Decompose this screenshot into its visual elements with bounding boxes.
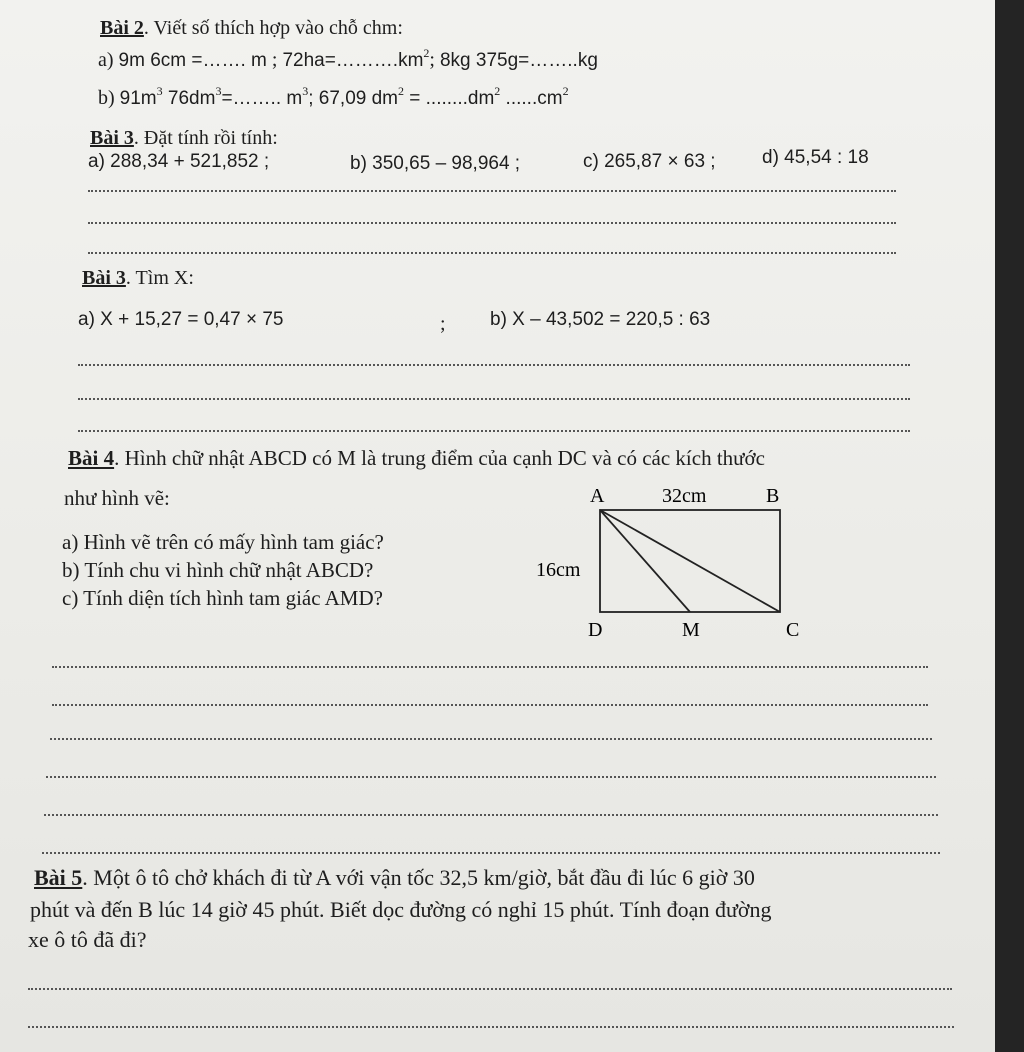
bai3b-label: Bài 3	[82, 267, 126, 289]
answer-dotted-line	[28, 1026, 954, 1028]
bai3-expr-b: b) 350,65 – 98,964 ;	[350, 153, 521, 174]
bai2-a-expr1: 9m 6cm =……. m	[118, 50, 267, 71]
bai5-text-line3: xe ô tô đã đi?	[28, 927, 147, 952]
bai2-b-e1c: =…….. m	[221, 88, 303, 109]
length-ab-label: 32cm	[662, 485, 707, 507]
bai2-a-sep2: ;	[429, 49, 440, 71]
answer-dotted-line	[88, 222, 896, 224]
bai3-expr-d: d) 45,54 : 18	[762, 147, 869, 168]
bai2-b-sup5: 2	[494, 84, 501, 98]
answer-dotted-line	[52, 666, 928, 668]
bai5-text-line1: . Một ô tô chở khách đi từ A với vận tốc 32,5 km/giờ, bắt đầu đi lúc 6 giờ 30	[82, 865, 755, 890]
bai2-a-expr2: 72ha=……….km	[282, 50, 424, 71]
answer-dotted-line	[28, 988, 952, 990]
answer-dotted-line	[42, 852, 940, 854]
bai4-question-b: b) Tính chu vi hình chữ nhật ABCD?	[62, 558, 374, 582]
bai4-label: Bài 4	[68, 446, 115, 470]
find-x-separator: ;	[440, 313, 446, 335]
bai2-b-e2b: = ........dm	[404, 88, 495, 109]
answer-dotted-line	[52, 704, 928, 706]
vertex-a-label: A	[590, 485, 605, 507]
point-m-label: M	[682, 619, 700, 641]
find-x-a: a) X + 15,27 = 0,47 × 75	[78, 309, 284, 330]
segment-ac	[600, 510, 780, 612]
bai3-title: . Đặt tính rồi tính:	[133, 127, 278, 149]
bai3-expr-c: c) 265,87 × 63 ;	[583, 151, 716, 172]
bai2-b-e2a: ; 67,09 dm	[308, 88, 398, 109]
bai5-label: Bài 5	[34, 865, 83, 890]
bai2-a-expr3: 8kg 375g=……..kg	[439, 50, 598, 71]
bai3-heading	[90, 126, 278, 150]
bai2-a-sup: 2	[423, 46, 430, 60]
answer-dotted-line	[50, 738, 932, 740]
answer-dotted-line	[78, 430, 910, 432]
dark-background-edge	[995, 0, 1024, 1052]
bai2-heading	[100, 16, 403, 40]
find-x-b: b) X – 43,502 = 220,5 : 63	[490, 309, 711, 330]
bai2-b-sup4: 2	[398, 84, 404, 98]
bai5-text-line2: phút và đến B lúc 14 giờ 45 phút. Biết dọc đường có nghỉ 15 phút. Tính đoạn đường	[30, 897, 772, 922]
answer-dotted-line	[78, 398, 910, 400]
bai3b-title: . Tìm X:	[125, 267, 194, 289]
bai2-a-sep1: ;	[266, 49, 283, 71]
bai3-label: Bài 3	[90, 127, 134, 149]
vertex-d-label: D	[588, 619, 603, 641]
bai3-find-x-heading	[82, 266, 194, 290]
bai2-b-sup1: 3	[156, 84, 163, 98]
bai2-label: Bài 2	[100, 17, 144, 39]
length-ad-label: 16cm	[536, 559, 581, 581]
answer-dotted-line	[88, 190, 896, 192]
vertex-b-label: B	[766, 485, 780, 507]
bai4-heading	[68, 446, 765, 470]
bai5-line1	[34, 866, 755, 890]
bai2-part-b	[98, 86, 569, 111]
answer-dotted-line	[78, 364, 910, 366]
bai2-part-a	[98, 48, 598, 73]
bai2-b-sup2: 3	[215, 84, 222, 98]
bai4-title: . Hình chữ nhật ABCD có M là trung điểm của cạnh DC và có các kích thước	[114, 446, 765, 470]
bai2-a-prefix: a)	[98, 49, 119, 71]
rectangle-abcd-figure	[530, 482, 800, 647]
bai2-b-sup6: 2	[562, 84, 569, 98]
bai2-b-e1a: 91m	[119, 88, 157, 109]
vertex-c-label: C	[786, 619, 800, 641]
bai4-question-c: c) Tính diện tích hình tam giác AMD?	[62, 586, 383, 610]
bai2-b-e2c: ......cm	[500, 88, 563, 109]
bai4-question-a: a) Hình vẽ trên có mấy hình tam giác?	[62, 530, 384, 554]
answer-dotted-line	[88, 252, 896, 254]
bai2-title: . Viết số thích hợp vào chỗ chm:	[143, 17, 403, 39]
bai2-b-sup3: 3	[302, 84, 309, 98]
bai2-b-e1b: 76dm	[162, 88, 216, 109]
bai4-title-line2: như hình vẽ:	[64, 486, 170, 510]
bai3-expr-a: a) 288,34 + 521,852 ;	[88, 151, 270, 172]
bai2-b-prefix: b)	[98, 87, 120, 109]
answer-dotted-line	[44, 814, 938, 816]
answer-dotted-line	[46, 776, 936, 778]
segment-am	[600, 510, 690, 612]
